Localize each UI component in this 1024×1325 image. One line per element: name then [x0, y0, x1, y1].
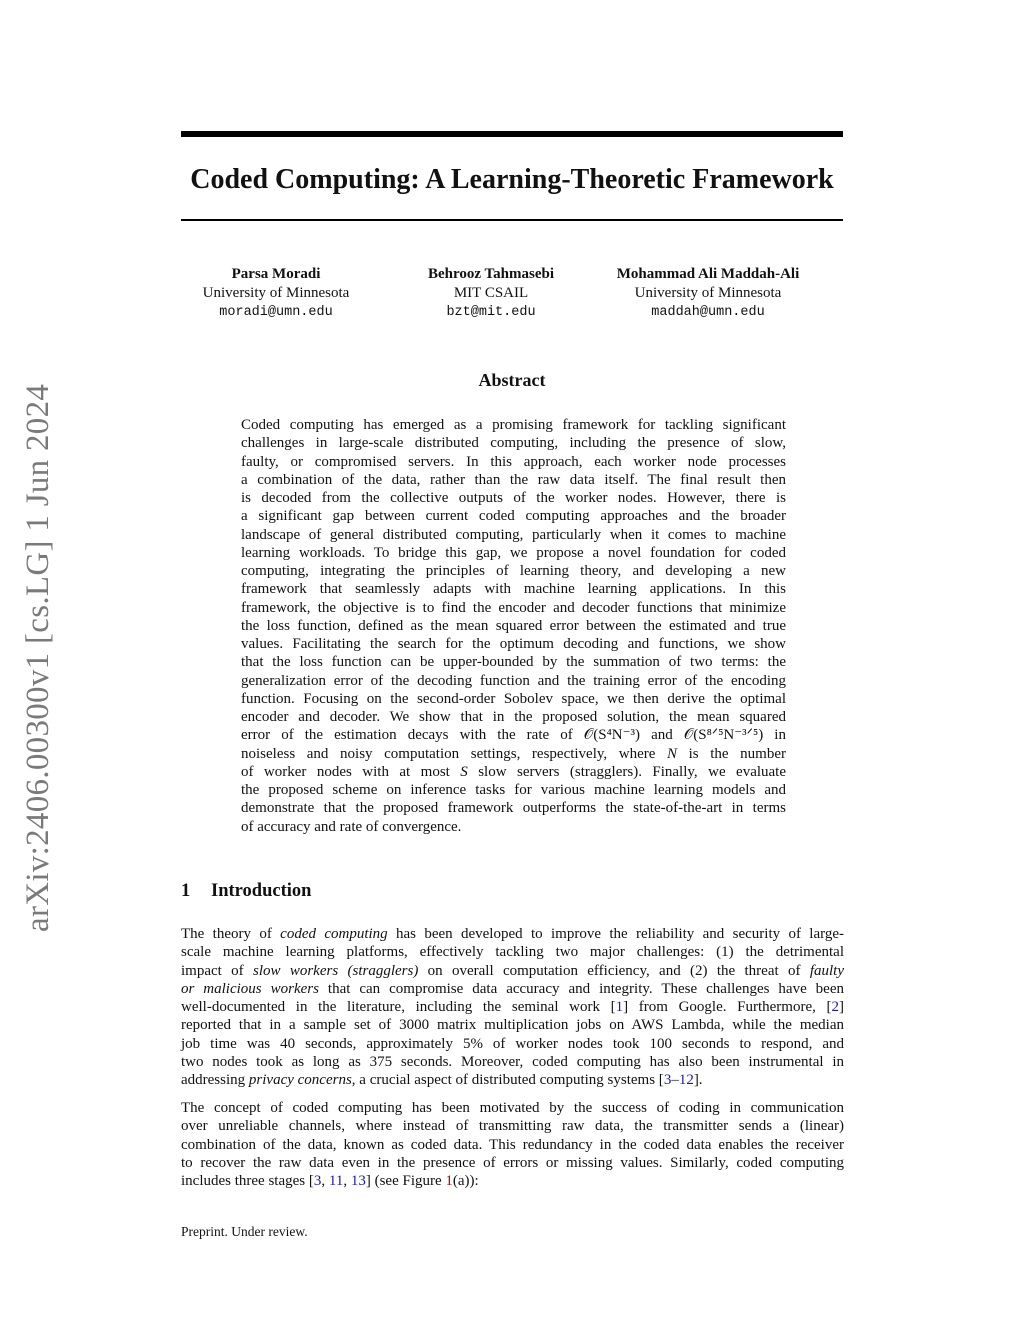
abstract-line: computing, integrating the principles of learning theory, and developing a new	[241, 563, 786, 579]
section-heading-introduction	[181, 881, 311, 902]
author-email[interactable]: moradi@umn.edu	[219, 305, 333, 320]
section-number: 1	[181, 881, 191, 901]
abstract-line: values. Facilitating the search for the optimum decoding and functions, we show	[241, 636, 786, 652]
rate-noiseless: 𝒪(S⁴N⁻³)	[583, 727, 641, 744]
math-var-n: N	[667, 745, 678, 762]
author-affiliation: MIT CSAIL	[453, 285, 529, 301]
author-name: Behrooz Tahmasebi	[428, 266, 554, 282]
abstract-line: encoder and decoder. We show that in the proposed solution, the mean squared	[241, 709, 786, 725]
paragraph-line: The concept of coded computing has been motivated by the success of coding in communication	[181, 1100, 844, 1116]
author-name: Parsa Moradi	[231, 266, 321, 282]
paragraph-line: The theory of coded computing has been developed to improve the reliability and security of large-	[181, 926, 844, 942]
paper-title: Coded Computing: A Learning-Theoretic Framework	[190, 164, 834, 195]
author-2	[371, 265, 611, 322]
citation-link[interactable]: 2	[831, 999, 839, 1015]
abstract-heading: Abstract	[478, 370, 546, 390]
citation-link[interactable]: 3–12	[663, 1072, 694, 1088]
abstract-body	[241, 416, 786, 836]
figure-link[interactable]: 1	[445, 1173, 453, 1189]
abstract-line: framework, the objective is to find the encoder and decoder functions that minimize	[241, 599, 786, 616]
abstract-line: challenges in large-scale distributed computing, including the presence of slow,	[241, 435, 786, 452]
abstract-line: framework that seamlessly adapts with machine learning applications. In this	[241, 581, 786, 598]
author-1	[156, 265, 396, 322]
rate-noisy: 𝒪(S⁸ᐟ⁵N⁻³ᐟ⁵)	[683, 727, 764, 744]
math-var-s: S	[460, 763, 468, 780]
paragraph-line: scale machine learning platforms, effectively tackling two major challenges: (1) the detrimental	[181, 944, 844, 961]
intro-paragraph-1	[181, 925, 844, 1089]
author-email[interactable]: bzt@mit.edu	[446, 305, 536, 320]
citation-link[interactable]: 3	[313, 1173, 322, 1189]
author-affiliation: University of Minnesota	[634, 285, 782, 301]
paragraph-line: two nodes took as long as 375 seconds. Moreover, coded computing has also been instrumental in	[181, 1053, 844, 1070]
abstract-line: learning workloads. To bridge this gap, we propose a novel foundation for coded	[241, 544, 786, 561]
paragraph-line: or malicious workers that can compromise data accuracy and integrity. These challenges have been	[181, 980, 845, 997]
abstract-line: noiseless and noisy computation settings, respectively, where N is the number	[241, 745, 786, 762]
abstract-line: is decoded from the collective outputs of the worker nodes. However, there is	[241, 490, 786, 506]
author-3	[588, 265, 828, 322]
abstract-line: Coded computing has emerged as a promising framework for tackling significant	[241, 417, 786, 433]
abstract-line: function. Focusing on the second-order Sobolev space, we then derive the optimal	[241, 690, 786, 707]
abstract-line-last: of accuracy and rate of convergence.	[241, 818, 462, 835]
footer-note: Preprint. Under review.	[181, 1224, 308, 1239]
paragraph-line: well-documented in the literature, including the seminal work [1] from Google. Furthermore, [2]	[181, 999, 844, 1015]
paragraph-line: over unreliable channels, where instead of transmitting raw data, the transmitter sends a (linear)	[181, 1118, 844, 1135]
title-rule-top	[181, 131, 843, 137]
abstract-line: the proposed scheme on inference tasks for various machine learning models and	[241, 782, 786, 798]
paragraph-line: impact of slow workers (stragglers) on overall computation efficiency, and (2) the threat of faulty	[181, 962, 844, 979]
author-email[interactable]: maddah@umn.edu	[651, 305, 765, 320]
citation-link[interactable]: 13	[350, 1173, 366, 1189]
paragraph-line: includes three stages [3, 11, 13] (see Figure 1(a)):	[181, 1173, 479, 1189]
citation-link[interactable]: 11	[328, 1173, 344, 1189]
abstract-line: a significant gap between current coded computing approaches and the broader	[241, 508, 786, 525]
citation-link[interactable]: 1	[615, 999, 624, 1015]
paragraph-line: combination of the data, known as coded data. This redundancy in the coded data enables the receiver	[181, 1136, 844, 1153]
abstract-line: a combination of the data, rather than the raw data itself. The final result then	[241, 471, 786, 488]
author-block	[181, 265, 843, 335]
author-affiliation: University of Minnesota	[202, 285, 350, 301]
paragraph-line: addressing privacy concerns, a crucial aspect of distributed computing systems [3–12].	[181, 1072, 703, 1088]
abstract-line: demonstrate that the proposed framework outperforms the state-of-the-art in terms	[241, 800, 786, 817]
abstract-line: of worker nodes with at most S slow servers (stragglers). Finally, we evaluate	[241, 763, 786, 780]
title-rule-bottom	[181, 219, 843, 221]
section-title: Introduction	[211, 881, 312, 901]
abstract-line: landscape of general distributed computing, particularly when it comes to machine	[241, 526, 786, 543]
intro-paragraph-2	[181, 1099, 844, 1190]
author-name: Mohammad Ali Maddah-Ali	[616, 266, 800, 282]
abstract-line: the loss function, defined as the mean squared error between the estimated and true	[241, 617, 786, 634]
paragraph-line: to recover the raw data even in the presence of errors or missing values. Similarly, coded computing	[181, 1154, 844, 1171]
abstract-line: faulty, or compromised servers. In this approach, each worker node processes	[241, 453, 786, 470]
paragraph-line: job time was 40 seconds, approximately 5% of worker nodes took 100 seconds to respond, and	[181, 1035, 844, 1052]
abstract-line: that the loss function can be upper-bounded by the summation of two terms: the	[241, 654, 786, 671]
arxiv-identifier: arXiv:2406.00300v1 [cs.LG] 1 Jun 2024	[20, 383, 56, 932]
paragraph-line: reported that in a sample set of 3000 matrix multiplication jobs on AWS Lambda, while the median	[181, 1017, 844, 1034]
abstract-line: generalization error of the decoding function and the training error of the encoding	[241, 672, 786, 689]
abstract-line-math: error of the estimation decays with the rate of 𝒪(S⁴N⁻³) and 𝒪(S⁸ᐟ⁵N⁻³ᐟ⁵) in	[241, 727, 786, 744]
